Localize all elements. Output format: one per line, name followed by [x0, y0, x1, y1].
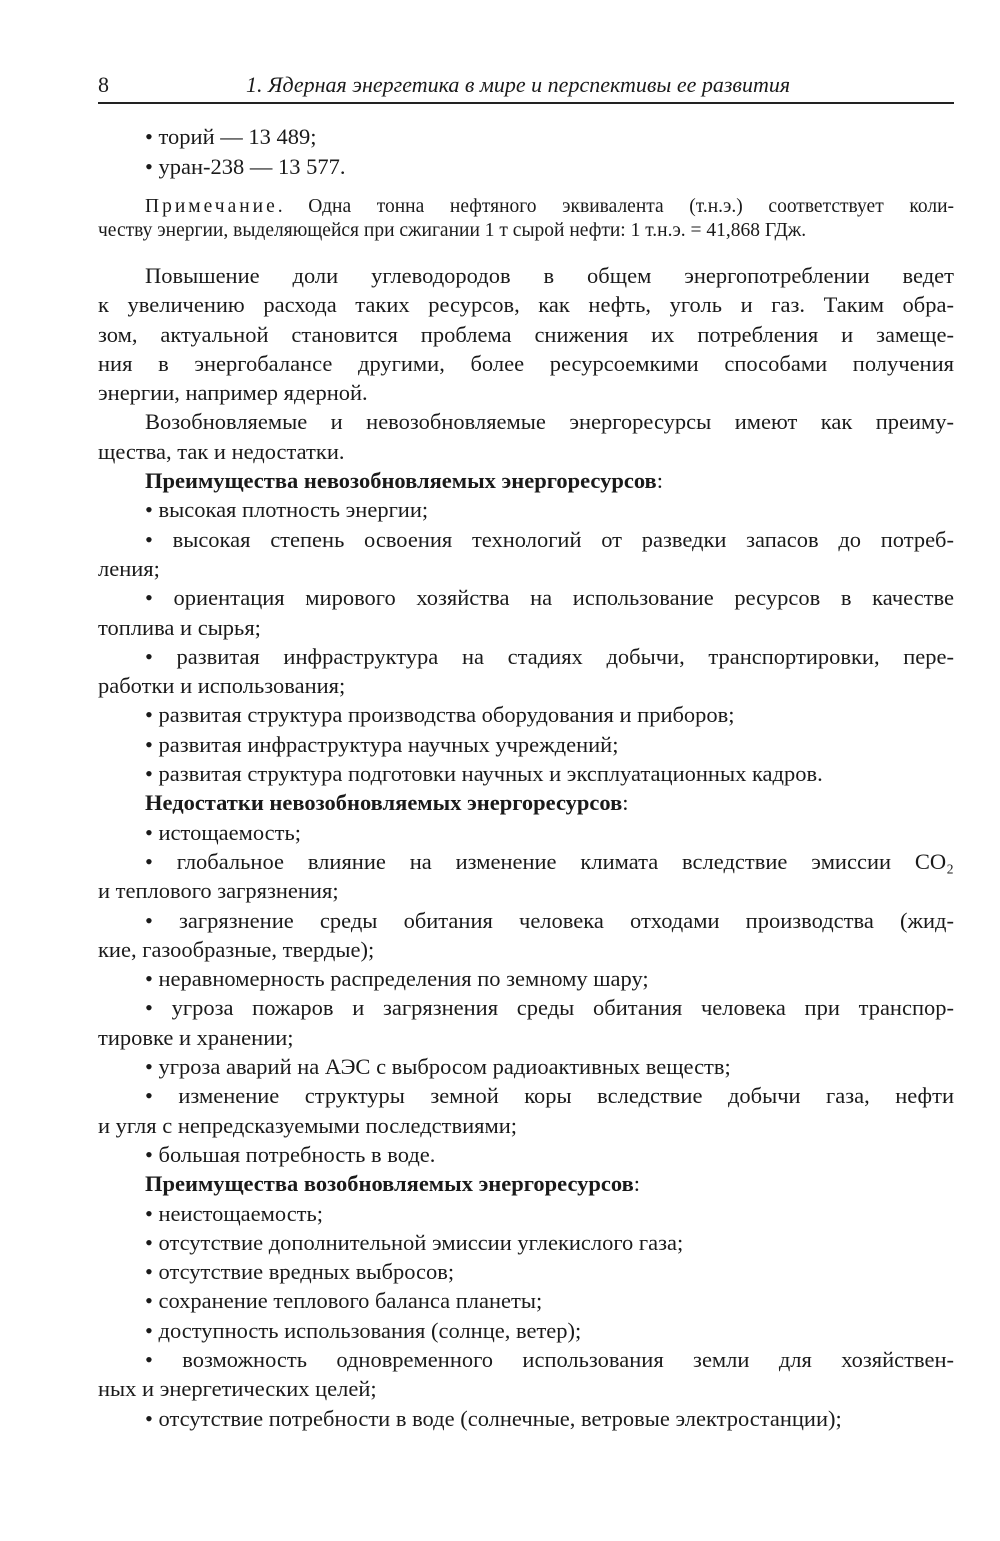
text-line [98, 320, 954, 349]
line-text: • угроза пожаров и загрязнения среды обитания человека при транспор- [145, 995, 954, 1021]
page-number: 8 [98, 72, 109, 97]
line-text: • глобальное влияние на изменение климата вследствие эмиссии CO₂ [145, 848, 954, 874]
heading-colon: : [622, 790, 629, 816]
note-label: Примечание [145, 196, 278, 217]
paragraph [98, 495, 954, 524]
paragraph [98, 407, 954, 466]
text-line [98, 378, 954, 407]
text-line [98, 261, 954, 290]
text-line [98, 407, 954, 436]
text-line [98, 642, 954, 671]
note-paragraph [98, 195, 954, 243]
line-text: • отсутствие дополнительной эмиссии углекислого газа; [145, 1229, 684, 1255]
line-text: • отсутствие потребности в воде (солнечные, ветровые электростанции); [145, 1405, 842, 1431]
text-line [98, 1374, 954, 1403]
text-line [98, 1257, 954, 1286]
text-line [98, 671, 954, 700]
section-heading [98, 1169, 954, 1198]
text-line [98, 1316, 954, 1345]
line-text: • уран-238 — 13 577. [145, 154, 346, 179]
page-body [98, 122, 954, 1433]
line-text: кие, газообразные, твердые); [98, 936, 375, 962]
text-line [98, 730, 954, 759]
heading-line [98, 466, 954, 495]
paragraph [98, 1228, 954, 1257]
text-line [98, 1081, 954, 1110]
list-item [145, 122, 954, 152]
line-text: топлива и сырья; [98, 614, 261, 640]
text-line [98, 437, 954, 466]
paragraph [98, 1052, 954, 1081]
heading-colon: : [656, 468, 663, 494]
section-heading [98, 788, 954, 817]
paragraph [98, 700, 954, 729]
heading-colon: : [633, 1171, 640, 1197]
text-line [98, 993, 954, 1022]
text-line [98, 219, 954, 243]
text-line [98, 495, 954, 524]
paragraph [98, 964, 954, 993]
section-heading [98, 466, 954, 495]
text-line [145, 152, 954, 182]
text-line [98, 847, 954, 876]
line-text: • развитая инфраструктура на стадиях добычи, транспортировки, пере- [145, 643, 954, 669]
line-text: • изменение структуры земной коры вследствие добычи газа, нефти [145, 1083, 954, 1109]
line-text: • высокая плотность энергии; [145, 497, 429, 523]
paragraph [98, 906, 954, 965]
heading-text: Преимущества возобновляемых энергоресурсов [145, 1171, 634, 1197]
text-line [98, 906, 954, 935]
line-text: • развитая инфраструктура научных учреждений; [145, 731, 619, 757]
text-line [98, 1345, 954, 1374]
text-line [98, 1199, 954, 1228]
line-text: • неравномерность распределения по земному шару; [145, 966, 649, 992]
text-line [98, 1140, 954, 1169]
text-line [98, 1111, 954, 1140]
line-text: работки и использования; [98, 673, 346, 699]
line-text: • неистощаемость; [145, 1200, 324, 1226]
line-text: Возобновляемые и невозобновляемые энергоресурсы имеют как преиму- [145, 409, 954, 435]
text-line [98, 935, 954, 964]
line-text: • отсутствие вредных выбросов; [145, 1259, 455, 1285]
line-text: ления; [98, 555, 160, 581]
heading-line [98, 1169, 954, 1198]
running-title: 1. Ядерная энергетика в мире и перспективы ее развития [246, 72, 791, 97]
paragraph [98, 1081, 954, 1140]
text-line [98, 1052, 954, 1081]
text-line [98, 290, 954, 319]
line-text: и угля с непредсказуемыми последствиями; [98, 1112, 518, 1138]
line-text: • доступность использования (солнце, ветер); [145, 1317, 582, 1343]
text-line [98, 876, 954, 905]
line-text: зом, актуальной становится проблема снижения их потребления и замеще- [98, 321, 954, 347]
line-text: • развитая структура подготовки научных и эксплуатационных кадров. [145, 761, 823, 787]
text-line [98, 583, 954, 612]
text-line [98, 554, 954, 583]
line-text: • ориентация мирового хозяйства на использование ресурсов в качестве [145, 585, 954, 611]
text-line [145, 122, 954, 152]
line-text: • высокая степень освоения технологий от разведки запасов до потреб- [145, 526, 954, 552]
paragraph [98, 1345, 954, 1404]
paragraph [98, 759, 954, 788]
line-text: тировке и хранении; [98, 1024, 294, 1050]
line-text: • возможность одновременного использования земли для хозяйствен- [145, 1346, 954, 1372]
heading-line [98, 788, 954, 817]
paragraph [98, 1404, 954, 1433]
paragraph [98, 818, 954, 847]
paragraph [98, 525, 954, 584]
line-text: • загрязнение среды обитания человека отходами производства (жид- [145, 907, 954, 933]
line-text: • истощаемость; [145, 819, 301, 845]
paragraph [98, 1199, 954, 1228]
text-line [98, 349, 954, 378]
text-line [98, 759, 954, 788]
line-text: • торий — 13 489; [145, 124, 317, 149]
text-line [98, 1023, 954, 1052]
line-text: • развитая структура производства оборудования и приборов; [145, 702, 735, 728]
line-text: к увеличению расхода таких ресурсов, как нефть, уголь и газ. Таким обра- [98, 292, 954, 318]
line-text: • угроза аварий на АЭС с выбросом радиоактивных веществ; [145, 1054, 731, 1080]
paragraph [98, 261, 954, 407]
paragraph [98, 730, 954, 759]
text-line [98, 700, 954, 729]
text-line [98, 1286, 954, 1315]
paragraph [98, 1286, 954, 1315]
line-text: щества, так и недостатки. [98, 438, 345, 464]
line-text: • сохранение теплового баланса планеты; [145, 1288, 543, 1314]
line-text: ных и энергетических целей; [98, 1376, 377, 1402]
text-line [98, 525, 954, 554]
line-text: ния в энергобалансе другими, более ресурсоемкими способами получения [98, 350, 954, 376]
line-text: • большая потребность в воде. [145, 1141, 436, 1167]
running-header [98, 70, 954, 104]
text-line [98, 195, 954, 219]
paragraph [98, 993, 954, 1052]
paragraph [98, 583, 954, 642]
list-item [145, 152, 954, 182]
line-text: . Одна тонна нефтяного эквивалента (т.н.э.) соответствует коли- [277, 196, 954, 217]
line-text: честву энергии, выделяющейся при сжигании 1 т сырой нефти: 1 т.н.э. = 41,868 ГДж. [98, 220, 807, 241]
paragraph [98, 1257, 954, 1286]
line-text: Повышение доли углеводородов в общем энергопотреблении ведет [145, 263, 954, 288]
text-line [98, 1404, 954, 1433]
paragraph [98, 1140, 954, 1169]
heading-text: Недостатки невозобновляемых энергоресурсов [145, 790, 623, 816]
text-line [98, 613, 954, 642]
text-line [98, 818, 954, 847]
text-line [98, 964, 954, 993]
paragraph [98, 1316, 954, 1345]
heading-text: Преимущества невозобновляемых энергоресурсов [145, 468, 657, 494]
line-text: и теплового загрязнения; [98, 878, 339, 904]
paragraph [98, 642, 954, 701]
line-text: энергии, например ядерной. [98, 380, 368, 406]
text-line [98, 1228, 954, 1257]
paragraph [98, 847, 954, 906]
